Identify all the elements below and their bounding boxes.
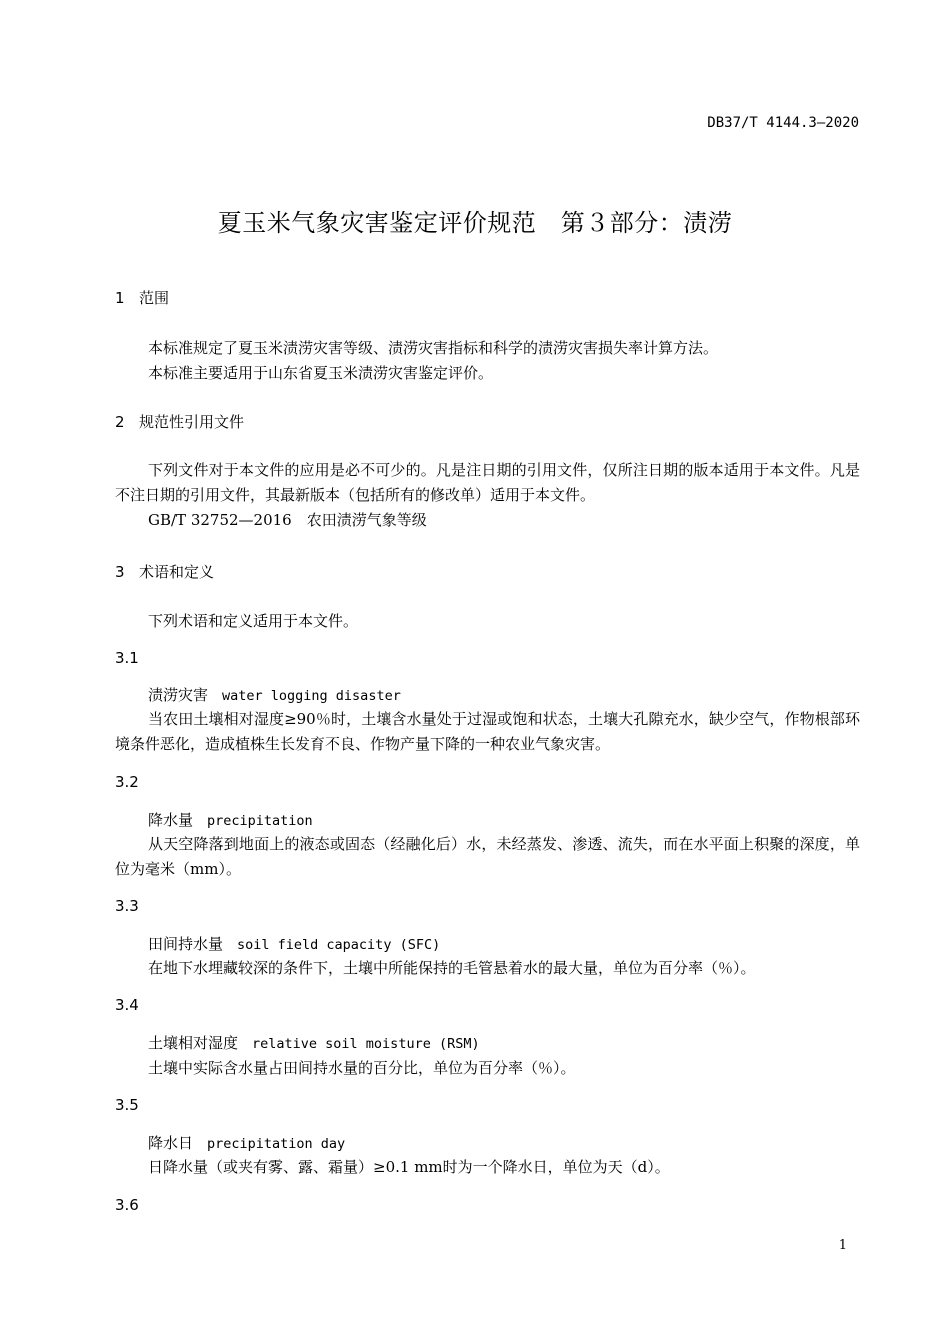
clause-number: 3.6 (115, 1196, 139, 1214)
document-title: 夏玉米气象灾害鉴定评价规范 第３部分：渍涝 (217, 209, 733, 237)
section-title: 规范性引用文件 (139, 413, 245, 431)
term-chinese: 土壤相对湿度 (148, 1034, 239, 1052)
term-heading (148, 933, 440, 954)
term-heading (148, 684, 401, 705)
term-heading (148, 809, 313, 830)
term-english: soil field capacity (SFC) (237, 937, 441, 953)
section-2-heading (115, 411, 244, 432)
section-number: 3 (115, 563, 125, 581)
term-heading (148, 1132, 345, 1153)
term-definition: 从天空降落到地面上的液态或固态（经融化后）水，未经蒸发、渗透、流失，而在水平面上积聚的深度，单位为毫米（mm）。 (115, 835, 860, 878)
term-definition: 日降水量（或夹有雾、露、霜量）≥0.1 mm时为一个降水日，单位为天（d）。 (148, 1158, 670, 1176)
term-english: precipitation (207, 813, 313, 829)
clause-number: 3.1 (115, 649, 139, 667)
terms-intro: 下列术语和定义适用于本文件。 (148, 612, 359, 630)
section-number: 2 (115, 413, 125, 431)
term-definition: 在地下水埋藏较深的条件下，土壤中所能保持的毛管悬着水的最大量，单位为百分率（％）。 (148, 959, 756, 977)
term-heading (148, 1032, 480, 1053)
scope-paragraph-2: 本标准主要适用于山东省夏玉米渍涝灾害鉴定评价。 (148, 364, 494, 382)
normative-paragraph: 下列文件对于本文件的应用是必不可少的。凡是注日期的引用文件，仅所注日期的版本适用于本文件。凡是不注日期的引用文件，其最新版本（包括所有的修改单）适用于本文件。 (115, 461, 860, 504)
term-english: precipitation day (207, 1136, 346, 1152)
section-3-heading (115, 561, 214, 582)
standard-code: DB37/T 4144.3—2020 (707, 115, 859, 131)
term-definition: 当农田土壤相对湿度≥90％时，土壤含水量处于过湿或饱和状态，土壤大孔隙充水，缺少空气，作物根部环境条件恶化，造成植株生长发育不良、作物产量下降的一种农业气象灾害。 (115, 710, 860, 753)
clause-number: 3.4 (115, 996, 139, 1014)
term-english: water logging disaster (222, 688, 401, 704)
term-chinese: 降水日 (148, 1134, 194, 1152)
normative-reference: GB/T 32752—2016 农田渍涝气象等级 (148, 511, 427, 529)
section-1-heading (115, 287, 169, 308)
scope-paragraph-1: 本标准规定了夏玉米渍涝灾害等级、渍涝灾害指标和科学的渍涝灾害损失率计算方法。 (148, 339, 719, 357)
term-english: relative soil moisture (RSM) (252, 1036, 480, 1052)
term-chinese: 降水量 (148, 811, 194, 829)
section-title: 术语和定义 (139, 563, 215, 581)
clause-number: 3.3 (115, 897, 139, 915)
clause-number: 3.5 (115, 1096, 139, 1114)
page-number: 1 (838, 1238, 847, 1253)
section-title: 范围 (139, 289, 170, 307)
clause-number: 3.2 (115, 773, 139, 791)
term-chinese: 渍涝灾害 (148, 686, 209, 704)
section-number: 1 (115, 289, 125, 307)
term-definition: 土壤中实际含水量占田间持水量的百分比，单位为百分率（％）。 (148, 1059, 576, 1077)
term-chinese: 田间持水量 (148, 935, 224, 953)
